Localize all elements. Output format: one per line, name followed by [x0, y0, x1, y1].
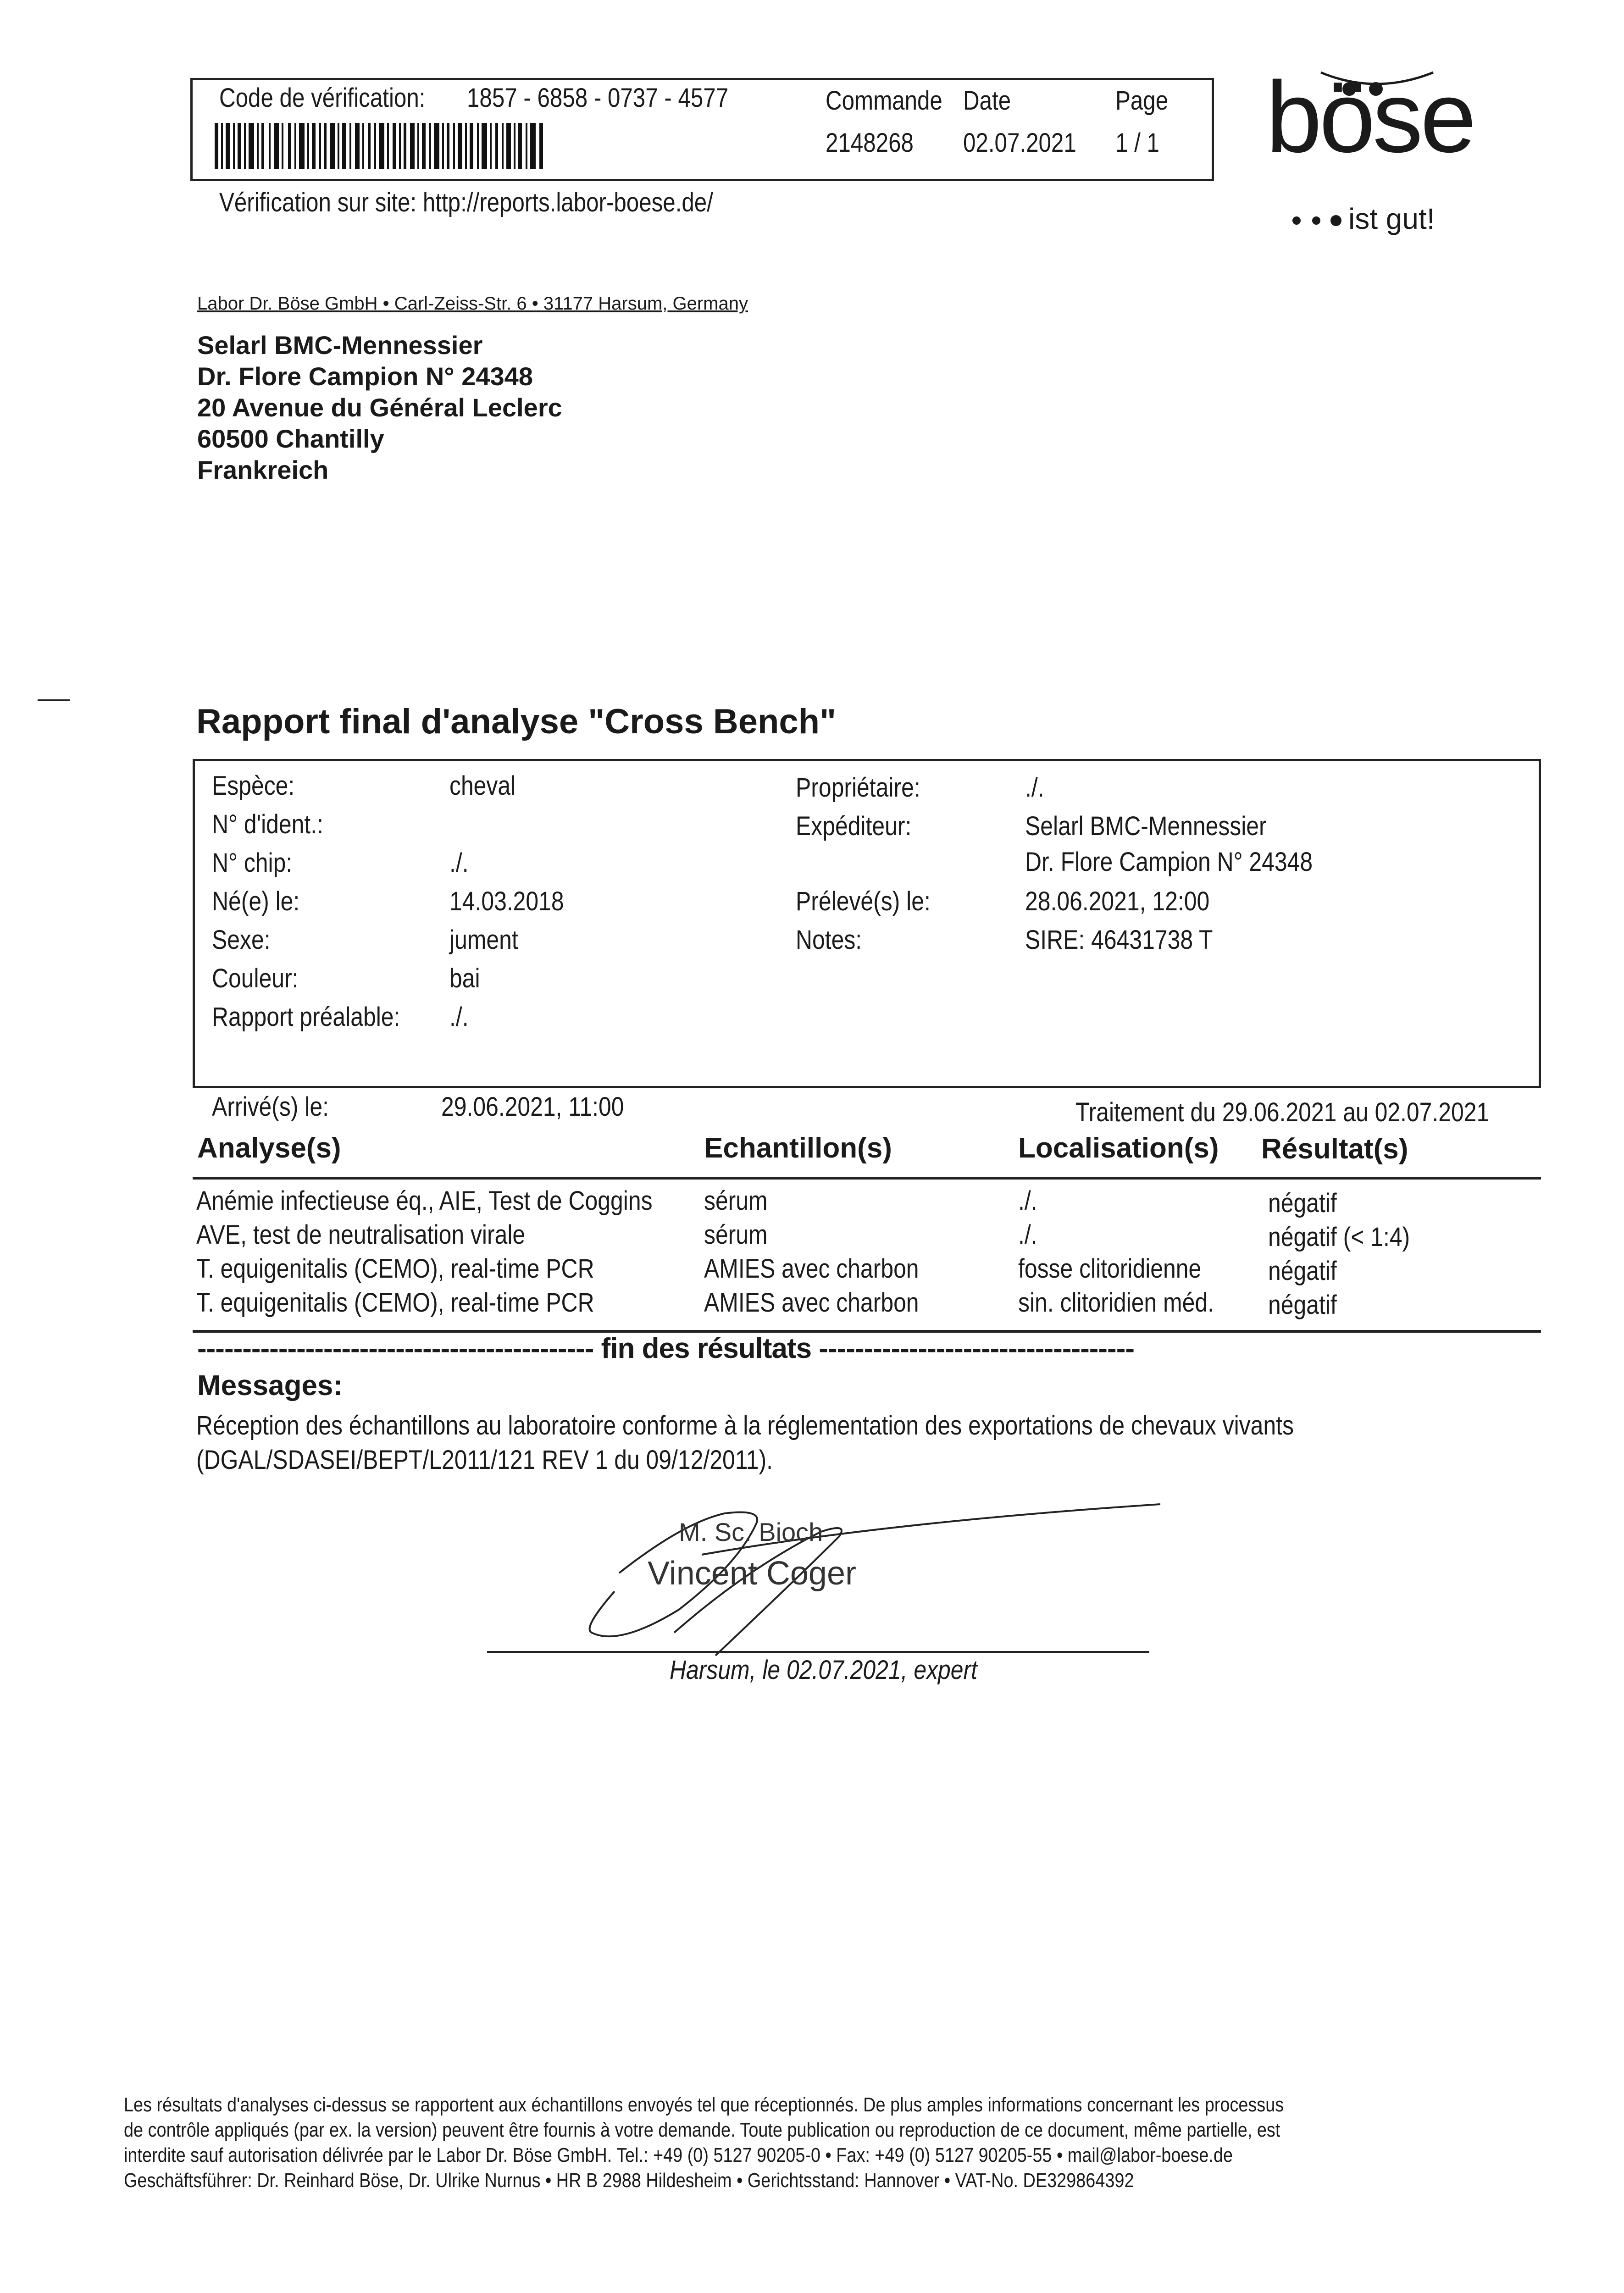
fold-mark [38, 699, 70, 701]
footer-line: Geschäftsführer: Dr. Reinhard Böse, Dr. Ulrike Nurnus • HR B 2988 Hildesheim • Gerichtsstand: Hannover • VAT-No. DE329864392 [124, 2169, 1134, 2192]
table-row-location: ./. [1018, 1186, 1037, 1216]
chip-label: N° chip: [212, 848, 293, 878]
prior-report-label: Rapport préalable: [212, 1002, 400, 1032]
table-row-sample: AMIES avec charbon [704, 1254, 919, 1284]
table-row-result: négatif (< 1:4) [1268, 1222, 1410, 1252]
messages-text: (DGAL/SDASEI/BEPT/L2011/121 REV 1 du 09/12/2011). [196, 1445, 773, 1475]
end-of-results: -------------------------------------------- fin des résultats ----------------------------------- [197, 1333, 1134, 1364]
prior-report-value: ./. [449, 1002, 469, 1032]
recipient-line: 20 Avenue du Général Leclerc [197, 393, 562, 422]
barcode [215, 123, 545, 169]
table-row-analysis: AVE, test de neutralisation virale [196, 1220, 526, 1250]
footer-line: interdite sauf autorisation délivrée par le Labor Dr. Böse GmbH. Tel.: +49 (0) 5127 90205-0 • Fax: +49 (0) 5127 90205-55 • mail@labor-boese.de [124, 2144, 1233, 2166]
verification-label: Code de vérification: [219, 83, 426, 113]
footer-line: Les résultats d'analyses ci-dessus se rapportent aux échantillons envoyés tel que réceptionnés. De plus amples informations concernant les processus [124, 2094, 1284, 2116]
notes-label: Notes: [796, 925, 862, 955]
color-value: bai [449, 964, 480, 993]
shipper-label: Expéditeur: [796, 811, 912, 841]
recipient-line: Selarl BMC-Mennessier [197, 331, 483, 360]
order-value: 2148268 [826, 128, 914, 158]
logo-slogan: ist gut! [1348, 202, 1435, 235]
col-result: Résultat(s) [1261, 1133, 1408, 1165]
signature-place-date: Harsum, le 02.07.2021, expert [670, 1655, 978, 1685]
chip-value: ./. [449, 848, 469, 878]
treatment-period: Traitement du 29.06.2021 au 02.07.2021 [1075, 1097, 1490, 1127]
messages-text: Réception des échantillons au laboratoire conforme à la réglementation des exportations de chevaux vivants [196, 1411, 1294, 1440]
sampled-value: 28.06.2021, 12:00 [1025, 886, 1210, 916]
table-row-analysis: T. equigenitalis (CEMO), real-time PCR [196, 1254, 594, 1284]
table-row-result: négatif [1268, 1188, 1337, 1218]
table-row-location: sin. clitoridien méd. [1018, 1288, 1214, 1318]
animal-info-box [193, 759, 1541, 1088]
table-header-rule [193, 1177, 1541, 1180]
col-sample: Echantillon(s) [704, 1132, 892, 1164]
verification-site: Vérification sur site: http://reports.labor-boese.de/ [219, 188, 713, 217]
footer-line: de contrôle appliqués (par ex. la version) peuvent être fournis à votre demande. Toute publication ou reproduction de ce document, même partielle, est [124, 2119, 1280, 2141]
arrival-value: 29.06.2021, 11:00 [441, 1092, 624, 1122]
report-title: Rapport final d'analyse "Cross Bench" [196, 702, 837, 741]
born-label: Né(e) le: [212, 886, 300, 916]
table-row-result: négatif [1268, 1290, 1337, 1320]
table-row-sample: AMIES avec charbon [704, 1288, 919, 1318]
species-label: Espèce: [212, 771, 295, 801]
table-row-sample: sérum [704, 1186, 768, 1216]
sampled-label: Prélevé(s) le: [796, 886, 931, 916]
owner-label: Propriétaire: [796, 773, 920, 803]
sender-line: Labor Dr. Böse GmbH • Carl-Zeiss-Str. 6 • 31177 Harsum, Germany [197, 294, 748, 314]
order-label: Commande [826, 86, 942, 116]
species-value: cheval [449, 771, 516, 801]
notes-value: SIRE: 46431738 T [1025, 925, 1213, 955]
table-row-result: négatif [1268, 1256, 1337, 1286]
sex-value: jument [449, 925, 518, 955]
signature-line [487, 1651, 1149, 1653]
logo-wordmark: böse [1266, 61, 1474, 173]
date-label: Date [963, 86, 1011, 116]
signature-name: Vincent Coger [648, 1555, 856, 1592]
color-label: Couleur: [212, 964, 299, 993]
page-label: Page [1115, 86, 1169, 116]
table-row-location: ./. [1018, 1220, 1037, 1250]
page-value: 1 / 1 [1115, 128, 1159, 158]
ident-label: N° d'ident.: [212, 809, 323, 839]
recipient-line: Frankreich [197, 455, 329, 484]
table-row-location: fosse clitoridienne [1018, 1254, 1202, 1284]
table-row-analysis: Anémie infectieuse éq., AIE, Test de Coggins [196, 1186, 653, 1216]
table-row-analysis: T. equigenitalis (CEMO), real-time PCR [196, 1288, 594, 1318]
arrival-label: Arrivé(s) le: [212, 1092, 329, 1122]
shipper-value: Dr. Flore Campion N° 24348 [1025, 847, 1313, 877]
date-value: 02.07.2021 [963, 128, 1076, 158]
born-value: 14.03.2018 [449, 886, 564, 916]
col-analysis: Analyse(s) [197, 1132, 341, 1164]
shipper-value: Selarl BMC-Mennessier [1025, 811, 1267, 841]
signature-title: M. Sc. Bioch [679, 1518, 823, 1546]
recipient-line: 60500 Chantilly [197, 424, 384, 453]
logo-dots-icon [1291, 214, 1346, 227]
recipient-line: Dr. Flore Campion N° 24348 [197, 362, 533, 391]
col-location: Localisation(s) [1018, 1132, 1219, 1164]
sex-label: Sexe: [212, 925, 271, 955]
verification-code: 1857 - 6858 - 0737 - 4577 [467, 83, 729, 113]
table-row-sample: sérum [704, 1220, 768, 1250]
owner-value: ./. [1025, 773, 1044, 803]
messages-label: Messages: [197, 1370, 343, 1401]
